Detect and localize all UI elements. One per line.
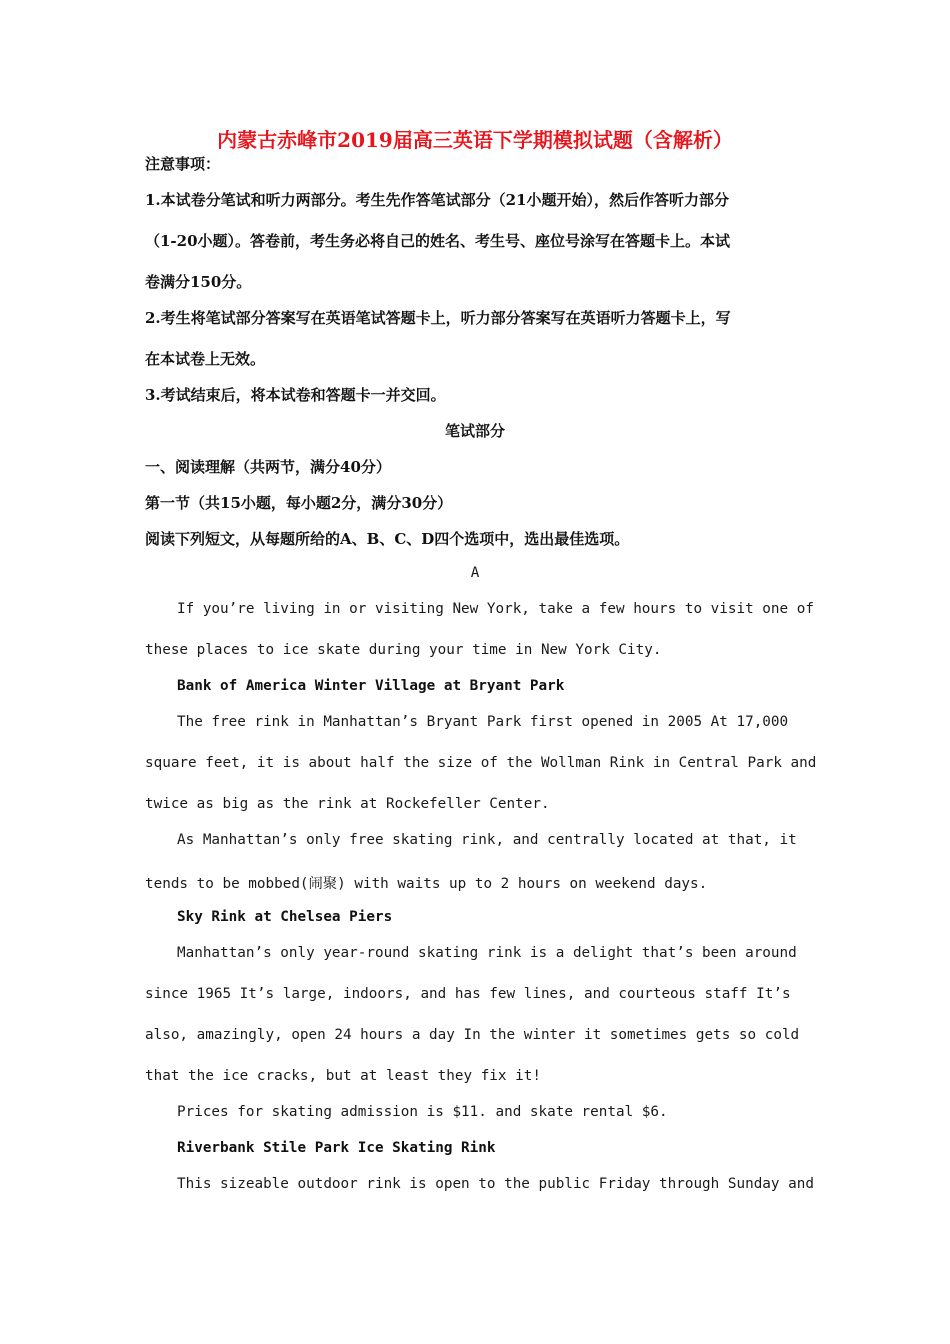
passage-label: A xyxy=(470,565,480,581)
bryant-park-p1-line-2: square feet, it is about half the size of the Wollman Rink in Central Park and xyxy=(145,755,817,771)
section-heading-bryant-park: Bank of America Winter Village at Bryant Park xyxy=(177,678,565,694)
notice-item-2-line-1: 2.考生将笔试部分答案写在英语笔试答题卡上，听力部分答案写在英语听力答题卡上，写 xyxy=(145,309,731,327)
sky-rink-p3-line-3: also, amazingly, open 24 hours a day In the winter it sometimes gets so cold xyxy=(145,1027,800,1043)
passage-intro-line-1: If you’re living in or visiting New York, take a few hours to visit one of xyxy=(177,601,814,617)
riverbank-p5-line-1: This sizeable outdoor rink is open to the public Friday through Sunday and xyxy=(177,1176,814,1192)
sky-rink-prices: Prices for skating admission is $11. and skate rental $6. xyxy=(177,1104,668,1120)
notice-heading: 注意事项： xyxy=(145,155,221,173)
notice-item-1-line-1: 1.本试卷分笔试和听力两部分。考生先作答笔试部分（21小题开始），然后作答听力部分 xyxy=(145,191,730,209)
subsection-1-heading: 第一节（共15小题，每小题2分，满分30分） xyxy=(145,494,453,512)
passage-intro-line-2: these places to ice skate during your time in New York City. xyxy=(145,642,662,658)
section-heading-sky-rink: Sky Rink at Chelsea Piers xyxy=(177,909,393,925)
bryant-park-p2-line-1: As Manhattan’s only free skating rink, and centrally located at that, it xyxy=(177,832,797,848)
document-title: 内蒙古赤峰市2019届高三英语下学期模拟试题（含解析） xyxy=(217,128,733,152)
sky-rink-p3-line-2: since 1965 It’s large, indoors, and has few lines, and courteous staff It’s xyxy=(145,986,791,1002)
bryant-park-p2-line-2: tends to be mobbed(闹聚) with waits up to 2 hours on weekend days. xyxy=(145,876,708,892)
written-part-heading: 笔试部分 xyxy=(444,422,505,440)
section-heading-riverbank: Riverbank Stile Park Ice Skating Rink xyxy=(177,1140,496,1156)
notice-item-2-line-2: 在本试卷上无效。 xyxy=(145,350,266,368)
bryant-park-p1-line-1: The free rink in Manhattan’s Bryant Park first opened in 2005 At 17,000 xyxy=(177,714,789,730)
notice-item-3: 3.考试结束后，将本试卷和答题卡一并交回。 xyxy=(145,386,446,404)
sky-rink-p3-line-4: that the ice cracks, but at least they fix it! xyxy=(145,1068,541,1084)
sky-rink-p3-line-1: Manhattan’s only year-round skating rink is a delight that’s been around xyxy=(177,945,797,961)
notice-item-1-line-2: （1-20小题）。答卷前，考生务必将自己的姓名、考生号、座位号涂写在答题卡上。本试 xyxy=(145,232,731,250)
bryant-park-p1-line-3: twice as big as the rink at Rockefeller Center. xyxy=(145,796,550,812)
part-1-heading: 一、阅读理解（共两节，满分40分） xyxy=(145,458,391,476)
reading-instruction: 阅读下列短文，从每题所给的A、B、C、D四个选项中，选出最佳选项。 xyxy=(145,530,630,548)
notice-item-1-line-3: 卷满分150分。 xyxy=(145,273,252,291)
